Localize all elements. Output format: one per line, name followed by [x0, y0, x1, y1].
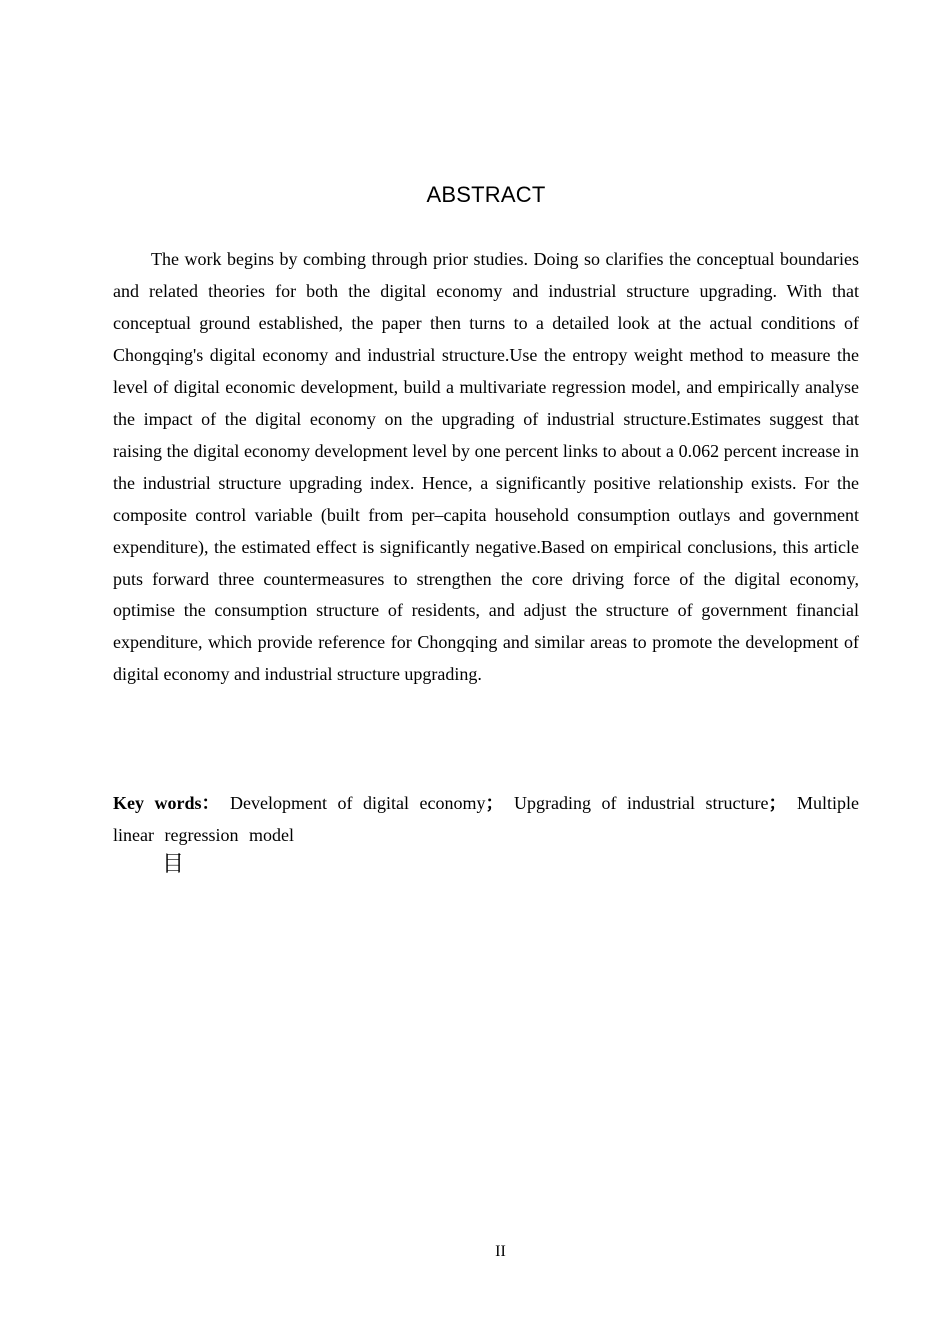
- keyword-item: Multiple linear regression model: [113, 793, 860, 845]
- keyword-item: Upgrading of industrial structure: [514, 793, 769, 813]
- abstract-title: ABSTRACT: [426, 182, 546, 207]
- toc-heading-fragment: 目: [162, 852, 185, 877]
- keyword-item: Development of digital economy: [230, 793, 486, 813]
- keywords-label: Key words：: [113, 793, 220, 813]
- keywords-line: [113, 787, 859, 851]
- abstract-body: The work begins by combing through prior studies. Doing so clarifies the conceptual boundaries and related theories for both the digital economy and industrial structure upgrading. With that conceptual ground established, the paper then turns to a detailed look at the actual conditions of Chongqing's digital economy and industrial structure.Use the entropy weight method to measure the level of digital economic development, build a multivariate regression model, and empirically analyse the impact of the digital economy on the upgrading of industrial structure.Estimates suggest that raising the digital economy development level by one percent links to about a 0.062 percent increase in the industrial structure upgrading index. Hence, a significantly positive relationship exists. For the composite control variable (built from per–capita household consumption outlays and government expenditure), the estimated effect is significantly negative.Based on empirical conclusions, this article puts forward three countermeasures to strengthen the core driving force of the digital economy, optimise the consumption structure of residents, and adjust the structure of government financial expenditure, which provide reference for Chongqing and similar areas to promote the development of digital economy and industrial structure upgrading.: [113, 249, 859, 685]
- keyword-separator: ；: [485, 793, 504, 813]
- keyword-separator: ；: [768, 793, 787, 813]
- page-number: II: [495, 1243, 506, 1260]
